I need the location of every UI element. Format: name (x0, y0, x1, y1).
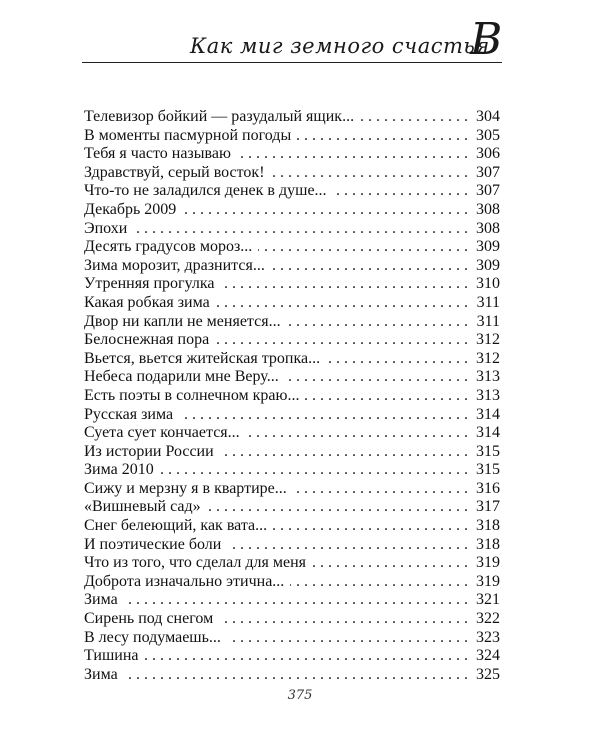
toc-entry (84, 610, 500, 629)
dot-leader (305, 387, 468, 406)
toc-entry (84, 108, 500, 127)
toc-entry-title: Утренняя прогулка (84, 275, 215, 293)
dot-leader (333, 182, 468, 201)
toc-entry (84, 536, 500, 555)
toc-entry (84, 629, 500, 648)
toc-entry (84, 238, 500, 257)
toc-entry (84, 591, 500, 610)
toc-entry-title: И поэтические боли (84, 535, 222, 553)
toc-entry-title: Суета сует кончается... (84, 424, 240, 442)
toc-entry-title: Сирень под снегом (84, 610, 214, 628)
toc-entry (84, 331, 500, 350)
toc-entry-title: Тебя я часто называю (84, 145, 231, 163)
toc-entry-title: Здравствуй, серый восток! (84, 163, 265, 181)
toc-entry-title: Двор ни капли не меняется... (84, 312, 281, 330)
toc-entry-page: 316 (476, 479, 500, 497)
toc-entry-title: Есть поэты в солнечном краю... (84, 386, 300, 404)
dot-leader (293, 480, 468, 499)
dot-leader (216, 294, 468, 313)
toc-entry-title: Белоснежная пора (84, 331, 210, 349)
dot-leader (227, 629, 468, 648)
toc-entry (84, 220, 500, 239)
dot-leader (271, 257, 468, 276)
toc-entry-title: Зима (84, 665, 118, 683)
toc-entry-page: 311 (476, 293, 500, 311)
toc-entry-title: Телевизор бойкий — разудалый ящик... (84, 108, 355, 125)
toc-entry-title: Сижу и мерзну я в квартире... (84, 479, 287, 497)
toc-entry (84, 350, 500, 369)
dot-leader (360, 108, 468, 127)
toc-entry (84, 257, 500, 276)
dot-leader (144, 647, 468, 666)
toc-entry-title: Доброта изначально этична... (84, 572, 285, 590)
toc-entry (84, 201, 500, 220)
toc-entry-page: 318 (476, 517, 500, 535)
toc-entry (84, 424, 500, 443)
toc-entry-title: Эпохи (84, 219, 128, 237)
decorative-initial-letter: В (470, 14, 503, 65)
toc-entry-page: 319 (476, 572, 500, 590)
header-rule (82, 62, 502, 63)
toc-entry (84, 461, 500, 480)
toc-entry (84, 517, 500, 536)
toc-entry-page: 323 (476, 628, 500, 646)
toc-entry (84, 498, 500, 517)
toc-entry-page: 306 (476, 145, 500, 163)
toc-entry (84, 313, 500, 332)
page-number: 375 (287, 688, 313, 703)
toc-entry-page: 307 (476, 163, 500, 181)
toc-entry-title: Снег белеющий, как вата... (84, 517, 268, 535)
toc-entry-page: 315 (476, 442, 500, 460)
toc-entry (84, 554, 500, 573)
running-header-title: Как миг земного счастья (190, 34, 490, 58)
dot-leader (258, 238, 468, 257)
dot-leader (297, 127, 468, 146)
toc-entry-title: Что из того, что сделал для меня (84, 554, 307, 572)
toc-entry-page: 324 (476, 647, 500, 665)
dot-leader (273, 517, 468, 536)
toc-entry-title: Тишина (84, 647, 139, 665)
toc-entry-title: Вьется, вьется житейская тропка... (84, 349, 321, 367)
toc-entry-title: В лесу подумаешь... (84, 628, 221, 646)
dot-leader (287, 313, 468, 332)
toc-entry (84, 275, 500, 294)
toc-entry-page: 314 (476, 424, 500, 442)
toc-entry (84, 164, 500, 183)
toc-entry (84, 573, 500, 592)
dot-leader (220, 443, 468, 462)
toc-entry-page: 304 (476, 108, 500, 125)
toc-entry (84, 294, 500, 313)
toc-entry-page: 314 (476, 405, 500, 423)
toc-entry (84, 387, 500, 406)
dot-leader (312, 554, 468, 573)
running-header (82, 14, 522, 72)
toc-entry (84, 443, 500, 462)
toc-entry-title: В моменты пасмурной погоды (84, 126, 292, 144)
dot-leader (221, 275, 469, 294)
dot-leader (246, 424, 468, 443)
toc-entry-title: Декабрь 2009 (84, 200, 177, 218)
dot-leader (326, 350, 468, 369)
toc-entry-page: 321 (476, 591, 500, 609)
toc-entry-title: Зима (84, 591, 118, 609)
toc-entry-title: «Вишневый сад» (84, 498, 201, 516)
dot-leader (271, 164, 468, 183)
toc-entry (84, 182, 500, 201)
toc-entry (84, 647, 500, 666)
dot-leader (237, 145, 468, 164)
toc-entry-title: Зима 2010 (84, 461, 154, 479)
toc-entry-title: Русская зима (84, 405, 174, 423)
dot-leader (227, 536, 468, 555)
toc-entry (84, 480, 500, 499)
toc-entry-page: 325 (476, 665, 500, 683)
toc-entry-title: Небеса подарили мне Веру... (84, 368, 279, 386)
dot-leader (124, 591, 468, 610)
dot-leader (124, 666, 468, 685)
toc-entry-page: 309 (476, 256, 500, 274)
toc-entry-page: 310 (476, 275, 500, 293)
dot-leader (160, 461, 468, 480)
toc-entry (84, 368, 500, 387)
dot-leader (207, 498, 468, 517)
toc-entry (84, 127, 500, 146)
toc-entry (84, 406, 500, 425)
dot-leader (215, 331, 468, 350)
toc-entry-page: 322 (476, 610, 500, 628)
dot-leader (219, 610, 468, 629)
toc-entry-page: 312 (476, 349, 500, 367)
dot-leader (133, 220, 468, 239)
toc-entry-title: Десять градусов мороз... (84, 238, 253, 256)
toc-entry-page: 308 (476, 219, 500, 237)
toc-entry-page: 305 (476, 126, 500, 144)
toc-entry (84, 666, 500, 685)
toc-entry-page: 313 (476, 386, 500, 404)
toc-entry-page: 307 (476, 182, 500, 200)
dot-leader (285, 368, 468, 387)
toc-entry-page: 308 (476, 200, 500, 218)
toc-entry-title: Что-то не заладился денек в душе... (84, 182, 327, 200)
toc-entry-page: 318 (476, 535, 500, 553)
dot-leader (179, 406, 468, 425)
toc-entry-page: 312 (476, 331, 500, 349)
toc-entry-title: Какая робкая зима (84, 293, 210, 311)
toc-entry (84, 145, 500, 164)
dot-leader (290, 573, 468, 592)
toc-entry-page: 313 (476, 368, 500, 386)
toc-entry-title: Из истории России (84, 442, 214, 460)
toc-entry-page: 315 (476, 461, 500, 479)
toc-entry-page: 309 (476, 238, 500, 256)
dot-leader (182, 201, 468, 220)
toc-entry-title: Зима морозит, дразнится... (84, 256, 265, 274)
table-of-contents (84, 108, 500, 684)
toc-entry-page: 311 (476, 312, 500, 330)
toc-entry-page: 319 (476, 554, 500, 572)
toc-entry-page: 317 (476, 498, 500, 516)
